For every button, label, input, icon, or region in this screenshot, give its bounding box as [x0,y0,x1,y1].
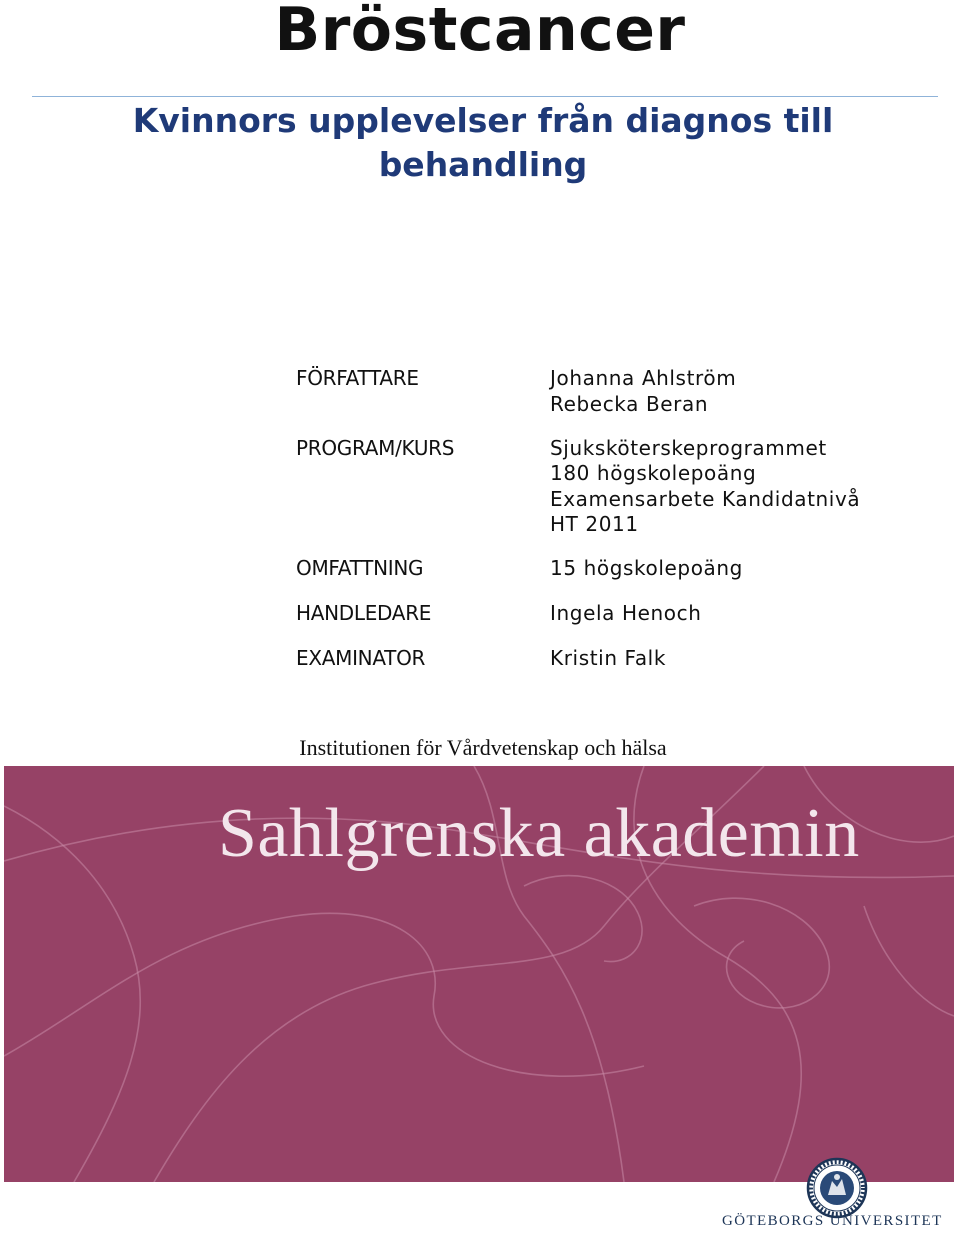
examiner-label: EXAMINATOR [296,646,426,670]
author-name: Johanna Ahlström [550,366,737,390]
supervisor-name: Ingela Henoch [550,601,702,625]
supervisor-label: HANDLEDARE [296,601,432,625]
author-label: FÖRFATTARE [296,366,419,390]
subtitle-line-1: Kvinnors upplevelser från diagnos till [132,101,834,140]
document-subtitle [0,99,960,187]
program-label: PROGRAM/KURS [296,436,455,460]
program-line: Examensarbete Kandidatnivå [550,487,861,511]
scope-label: OMFATTNING [296,556,424,580]
sahlgrenska-banner [4,766,954,1182]
program-line: Sjuksköterskeprogrammet [550,436,827,460]
scope-value: 15 högskolepoäng [550,556,743,580]
document-title: Bröstcancer [274,0,686,65]
university-name: GÖTEBORGS UNIVERSITET [722,1213,943,1229]
banner-title: Sahlgrenska akademin [218,795,860,872]
university-seal-icon [806,1157,868,1219]
title-divider [32,96,938,97]
institution-name: Institutionen för Vårdvetenskap och hälsa [299,735,667,760]
program-line: 180 högskolepoäng [550,461,757,485]
author-name: Rebecka Beran [550,392,709,416]
program-line: HT 2011 [550,512,639,536]
subtitle-line-2: behandling [378,145,588,184]
examiner-name: Kristin Falk [550,646,667,670]
